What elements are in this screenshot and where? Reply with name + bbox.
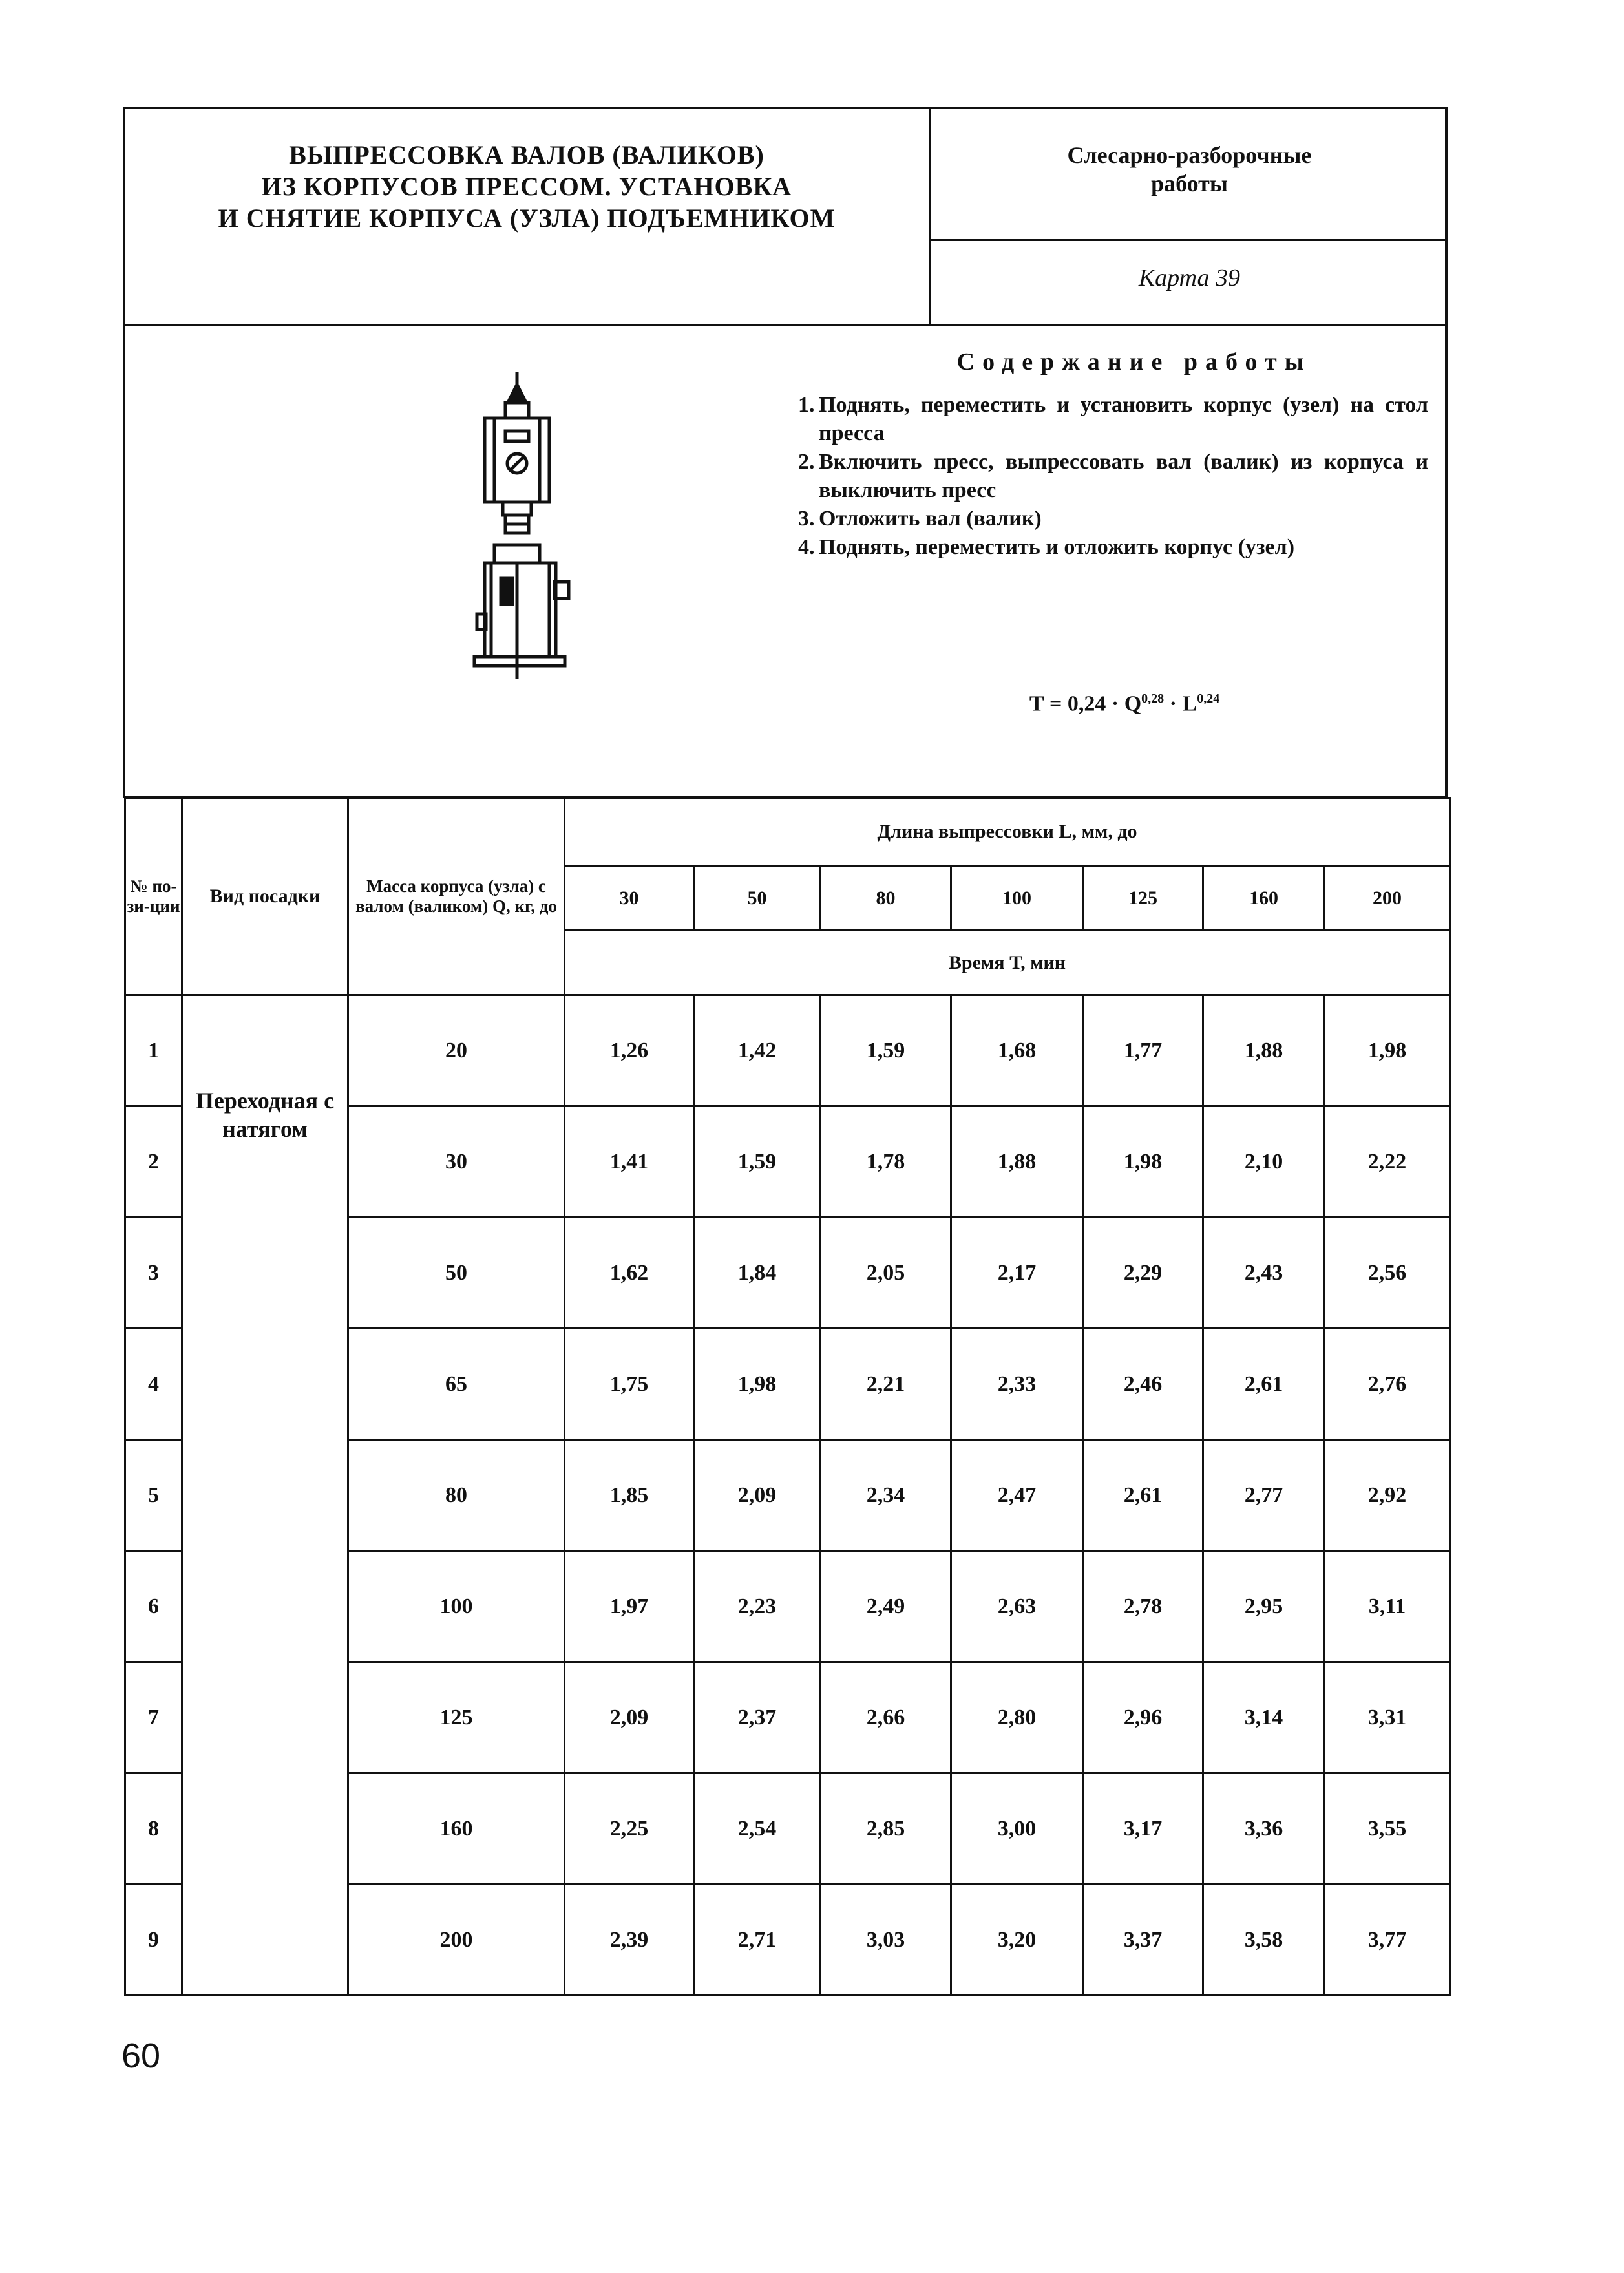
length-column-header: 50 xyxy=(694,866,821,931)
mass-cell: 50 xyxy=(348,1218,565,1329)
time-cell: 2,10 xyxy=(1203,1106,1325,1218)
table-row xyxy=(125,995,1450,1106)
time-cell: 1,85 xyxy=(565,1440,694,1551)
title-line: ВЫПРЕССОВКА ВАЛОВ (ВАЛИКОВ) xyxy=(289,140,765,169)
time-cell: 1,84 xyxy=(694,1218,821,1329)
step-text: Отложить вал (валик) xyxy=(819,507,1042,531)
mass-cell: 100 xyxy=(348,1551,565,1662)
time-cell: 2,66 xyxy=(821,1662,951,1773)
page-number: 60 xyxy=(121,2036,161,2075)
time-cell: 2,63 xyxy=(951,1551,1083,1662)
time-cell: 2,78 xyxy=(1083,1551,1203,1662)
step-text: Поднять, переместить и отложить корпус (узел) xyxy=(819,535,1295,559)
time-cell: 2,23 xyxy=(694,1551,821,1662)
mass-cell: 20 xyxy=(348,995,565,1106)
time-cell: 3,36 xyxy=(1203,1773,1325,1885)
length-column-header: 160 xyxy=(1203,866,1325,931)
formula-exponent-q: 0,28 xyxy=(1141,692,1165,706)
time-cell: 2,25 xyxy=(565,1773,694,1885)
header-position-number: № по-зи-ции xyxy=(125,798,182,995)
position-cell: 7 xyxy=(125,1662,182,1773)
time-cell: 1,88 xyxy=(951,1106,1083,1218)
time-cell: 2,21 xyxy=(821,1329,951,1440)
length-column-header: 80 xyxy=(821,866,951,931)
time-cell: 2,33 xyxy=(951,1329,1083,1440)
time-cell: 3,20 xyxy=(951,1885,1083,1996)
step-text: Включить пресс, выпрессовать вал (валик) из корпуса и выключить пресс xyxy=(819,450,1428,502)
title-line: И СНЯТИЕ КОРПУСА (УЗЛА) ПОДЪЕМНИКОМ xyxy=(218,204,836,233)
time-cell: 2,29 xyxy=(1083,1218,1203,1329)
time-cell: 2,61 xyxy=(1083,1440,1203,1551)
header-fit-type: Вид посадки xyxy=(182,798,348,995)
step-number: 1. xyxy=(798,393,815,417)
time-cell: 1,42 xyxy=(694,995,821,1106)
time-cell: 2,22 xyxy=(1325,1106,1450,1218)
time-cell: 1,68 xyxy=(951,995,1083,1106)
time-cell: 2,80 xyxy=(951,1662,1083,1773)
length-column-header: 30 xyxy=(565,866,694,931)
time-cell: 1,26 xyxy=(565,995,694,1106)
mass-cell: 125 xyxy=(348,1662,565,1773)
time-cell: 1,98 xyxy=(1083,1106,1203,1218)
time-cell: 1,41 xyxy=(565,1106,694,1218)
time-cell: 3,77 xyxy=(1325,1885,1450,1996)
position-cell: 9 xyxy=(125,1885,182,1996)
time-cell: 2,47 xyxy=(951,1440,1083,1551)
time-cell: 3,14 xyxy=(1203,1662,1325,1773)
time-cell: 2,54 xyxy=(694,1773,821,1885)
time-cell: 2,37 xyxy=(694,1662,821,1773)
position-cell: 5 xyxy=(125,1440,182,1551)
time-cell: 2,17 xyxy=(951,1218,1083,1329)
section-title-line: Слесарно-разборочные xyxy=(1067,142,1312,168)
page-title xyxy=(129,139,924,234)
card-number: Карта 39 xyxy=(1138,264,1241,291)
step-text: Поднять, переместить и установить корпус (узел) на стол пресса xyxy=(819,393,1428,445)
work-steps-list xyxy=(798,391,1428,562)
time-cell: 2,56 xyxy=(1325,1218,1450,1329)
fit-type-cell: Переходная с натягом xyxy=(182,995,348,1996)
header-time: Время Т, мин xyxy=(565,931,1450,995)
time-cell: 1,98 xyxy=(1325,995,1450,1106)
mass-cell: 30 xyxy=(348,1106,565,1218)
length-column-header: 200 xyxy=(1325,866,1450,931)
time-cell: 1,88 xyxy=(1203,995,1325,1106)
formula-mid: · L xyxy=(1164,692,1197,716)
time-cell: 2,92 xyxy=(1325,1440,1450,1551)
list-item xyxy=(798,533,1428,562)
formula-base: Т = 0,24 · Q xyxy=(1029,692,1142,716)
title-line: ИЗ КОРПУСОВ ПРЕССОМ. УСТАНОВКА xyxy=(261,172,792,201)
time-cell: 2,49 xyxy=(821,1551,951,1662)
length-column-header: 100 xyxy=(951,866,1083,931)
time-cell: 3,58 xyxy=(1203,1885,1325,1996)
position-cell: 2 xyxy=(125,1106,182,1218)
step-number: 2. xyxy=(798,450,815,474)
mass-cell: 65 xyxy=(348,1329,565,1440)
time-cell: 1,78 xyxy=(821,1106,951,1218)
position-cell: 1 xyxy=(125,995,182,1106)
time-cell: 3,00 xyxy=(951,1773,1083,1885)
time-cell: 2,09 xyxy=(694,1440,821,1551)
mass-cell: 200 xyxy=(348,1885,565,1996)
time-cell: 1,97 xyxy=(565,1551,694,1662)
list-item xyxy=(798,391,1428,448)
time-cell: 3,11 xyxy=(1325,1551,1450,1662)
position-cell: 6 xyxy=(125,1551,182,1662)
step-number: 3. xyxy=(798,507,815,531)
mass-cell: 80 xyxy=(348,1440,565,1551)
section-title xyxy=(931,141,1448,198)
time-cell: 2,05 xyxy=(821,1218,951,1329)
time-cell: 1,59 xyxy=(821,995,951,1106)
press-schematic-image xyxy=(465,372,575,679)
position-cell: 8 xyxy=(125,1773,182,1885)
header-length: Длина выпрессовки L, мм, до xyxy=(565,798,1450,866)
work-content-heading: Содержание работы xyxy=(956,348,1312,375)
position-cell: 3 xyxy=(125,1218,182,1329)
time-cell: 2,61 xyxy=(1203,1329,1325,1440)
time-cell: 2,77 xyxy=(1203,1440,1325,1551)
time-cell: 2,34 xyxy=(821,1440,951,1551)
time-cell: 3,31 xyxy=(1325,1662,1450,1773)
time-cell: 2,46 xyxy=(1083,1329,1203,1440)
position-cell: 4 xyxy=(125,1329,182,1440)
time-cell: 2,76 xyxy=(1325,1329,1450,1440)
time-cell: 3,55 xyxy=(1325,1773,1450,1885)
time-cell: 2,43 xyxy=(1203,1218,1325,1329)
time-cell: 1,75 xyxy=(565,1329,694,1440)
time-cell: 1,98 xyxy=(694,1329,821,1440)
time-cell: 2,71 xyxy=(694,1885,821,1996)
list-item xyxy=(798,448,1428,505)
list-item xyxy=(798,505,1428,533)
header-divider-vertical xyxy=(929,107,931,326)
time-cell: 1,77 xyxy=(1083,995,1203,1106)
mass-cell: 160 xyxy=(348,1773,565,1885)
time-cell: 3,17 xyxy=(1083,1773,1203,1885)
time-cell: 2,96 xyxy=(1083,1662,1203,1773)
time-cell: 3,03 xyxy=(821,1885,951,1996)
header-mass: Масса корпуса (узла) с валом (валиком) Q, кг, до xyxy=(348,798,565,995)
time-cell: 2,09 xyxy=(565,1662,694,1773)
time-cell: 1,59 xyxy=(694,1106,821,1218)
time-cell: 2,85 xyxy=(821,1773,951,1885)
step-number: 4. xyxy=(798,535,815,559)
time-cell: 2,39 xyxy=(565,1885,694,1996)
time-cell: 2,95 xyxy=(1203,1551,1325,1662)
header-divider-horizontal xyxy=(929,239,1448,241)
length-column-header: 125 xyxy=(1083,866,1203,931)
time-norm-table xyxy=(124,797,1451,1996)
formula-exponent-l: 0,24 xyxy=(1197,692,1220,706)
time-cell: 1,62 xyxy=(565,1218,694,1329)
time-cell: 3,37 xyxy=(1083,1885,1203,1996)
section-title-line: работы xyxy=(1151,171,1228,196)
time-formula xyxy=(931,692,1318,716)
